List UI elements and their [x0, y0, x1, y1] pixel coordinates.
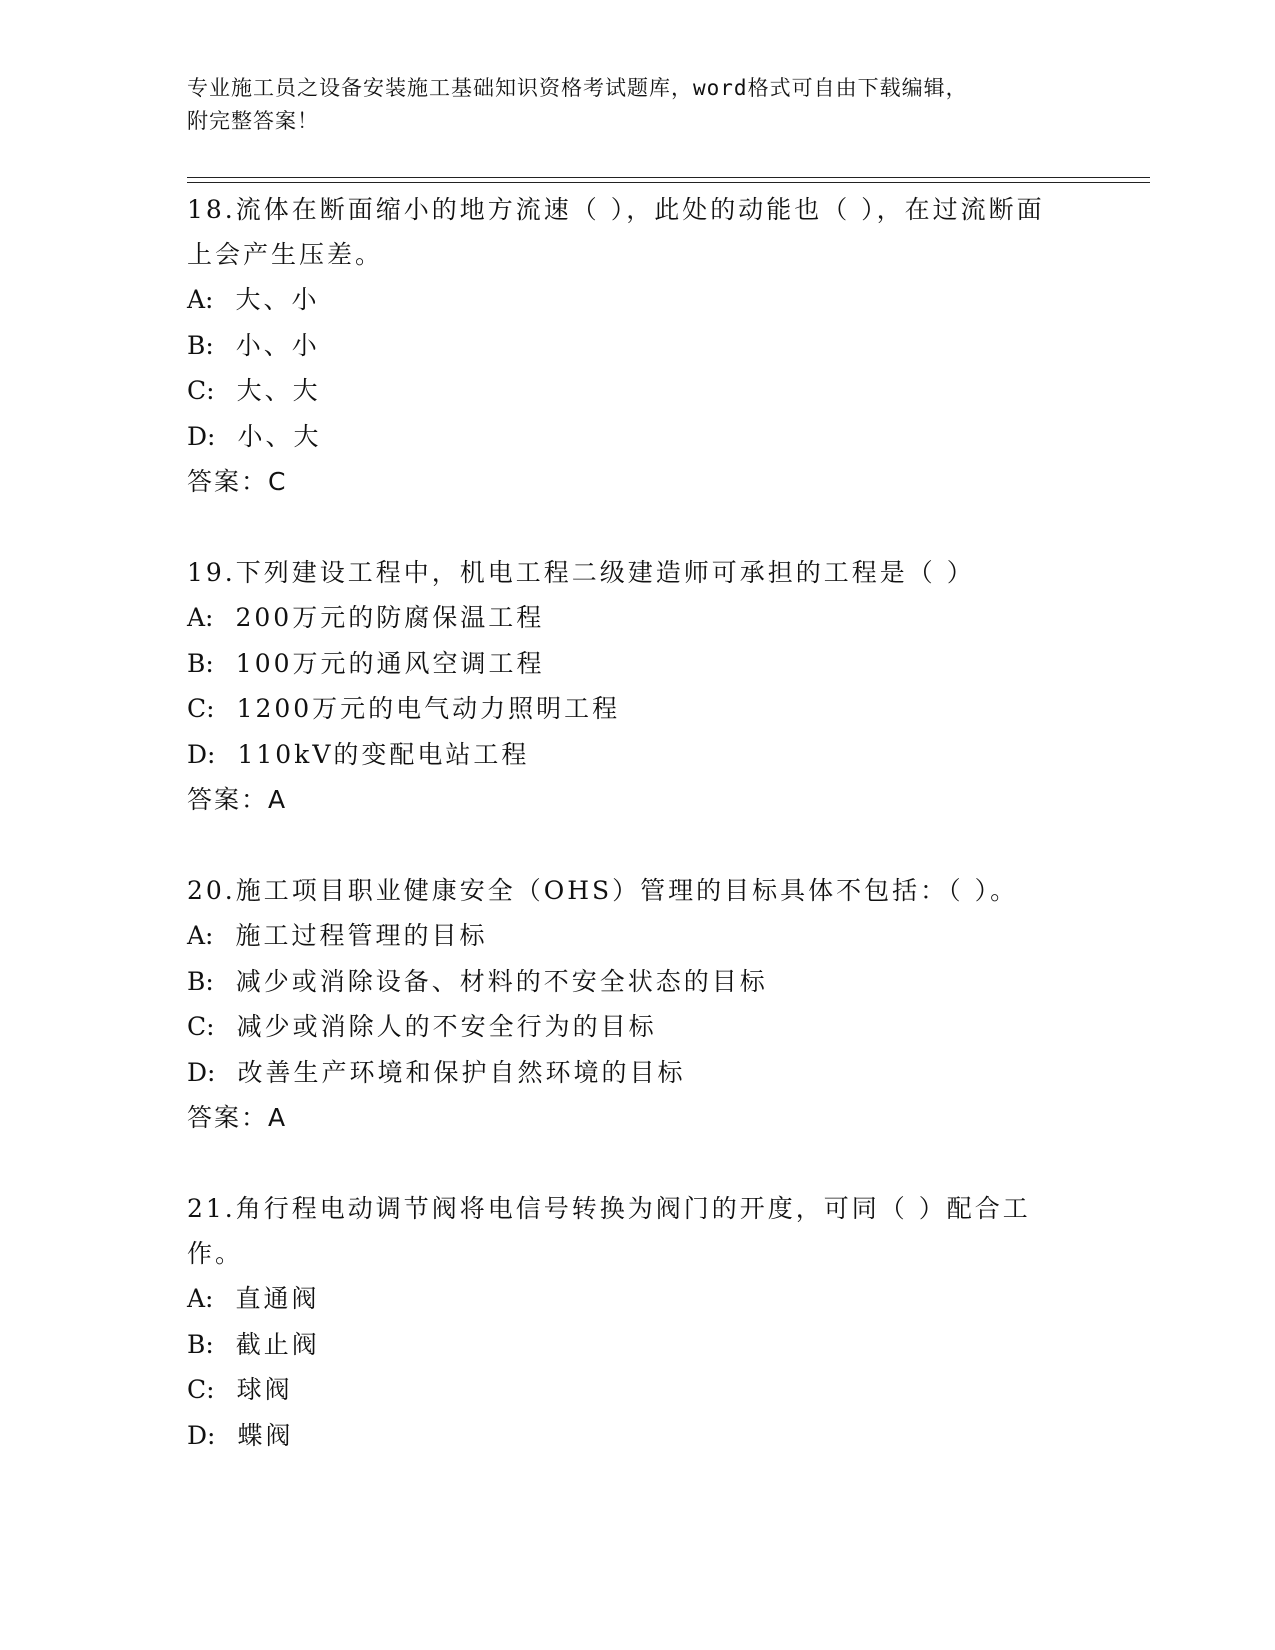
question-19 — [187, 550, 1087, 822]
option-text: 100万元的通风空调工程 — [235, 648, 545, 678]
header-line-2: 附完整答案！ — [187, 109, 319, 133]
option-letter: C: — [187, 1375, 215, 1404]
option-c — [187, 1004, 1087, 1050]
question-text: 21.角行程电动调节阀将电信号转换为阀门的开度，可同（ ）配合工作。 — [187, 1194, 1031, 1268]
option-text: 1200万元的电气动力照明工程 — [236, 694, 621, 723]
option-a — [187, 595, 1087, 641]
option-d — [187, 732, 1087, 778]
question-text: 19.下列建设工程中，机电工程二级建造师可承担的工程是（ ） — [187, 558, 975, 587]
option-b — [187, 959, 1087, 1005]
answer-line: 答案：A — [187, 1103, 288, 1132]
option-text: 110kV的变配电站工程 — [237, 739, 530, 769]
option-c — [187, 368, 1087, 414]
option-letter: D: — [187, 421, 216, 451]
option-text: 蝶阀 — [237, 1420, 294, 1450]
option-letter: C: — [187, 1012, 215, 1041]
header-divider-top — [187, 177, 1150, 178]
option-c — [187, 1367, 1087, 1413]
question-text: 18.流体在断面缩小的地方流速（ ），此处的动能也（ ），在过流断面上会产生压差。 — [187, 195, 1045, 269]
document-header — [187, 72, 1087, 138]
option-text: 小、大 — [237, 421, 322, 451]
option-a — [187, 277, 1087, 323]
option-letter: D: — [187, 1057, 216, 1087]
option-letter: B: — [187, 966, 214, 996]
option-text: 直通阀 — [235, 1284, 320, 1313]
option-d — [187, 1050, 1087, 1096]
option-letter: A: — [187, 921, 214, 950]
option-letter: B: — [187, 648, 214, 678]
option-text: 球阀 — [236, 1375, 293, 1404]
option-text: 减少或消除设备、材料的不安全状态的目标 — [235, 966, 768, 996]
option-letter: D: — [187, 1420, 216, 1450]
option-a — [187, 1276, 1087, 1322]
option-letter: D: — [187, 739, 216, 769]
option-c — [187, 686, 1087, 732]
question-text: 20.施工项目职业健康安全（OHS）管理的目标具体不包括：（ ）。 — [187, 876, 1019, 905]
question-21 — [187, 1186, 1087, 1458]
option-letter: A: — [187, 603, 214, 632]
option-d — [187, 414, 1087, 460]
option-b — [187, 641, 1087, 687]
option-letter: A: — [187, 285, 214, 314]
option-b — [187, 1322, 1087, 1368]
answer-line: 答案：A — [187, 785, 288, 814]
option-letter: B: — [187, 1329, 214, 1359]
header-divider-bottom — [187, 182, 1150, 183]
option-b — [187, 323, 1087, 369]
option-text: 施工过程管理的目标 — [235, 921, 488, 950]
option-text: 200万元的防腐保温工程 — [235, 603, 545, 632]
question-20 — [187, 868, 1087, 1140]
option-text: 减少或消除人的不安全行为的目标 — [236, 1012, 657, 1041]
option-text: 小、小 — [235, 330, 320, 360]
option-letter: A: — [187, 1284, 214, 1313]
option-d — [187, 1413, 1087, 1459]
option-text: 改善生产环境和保护自然环境的目标 — [237, 1057, 686, 1087]
option-letter: B: — [187, 330, 214, 360]
option-letter: C: — [187, 376, 215, 405]
option-text: 截止阀 — [235, 1329, 320, 1359]
option-text: 大、大 — [236, 376, 321, 405]
question-18 — [187, 187, 1087, 504]
option-text: 大、小 — [235, 285, 320, 314]
option-letter: C: — [187, 694, 215, 723]
header-line-1: 专业施工员之设备安装施工基础知识资格考试题库，word格式可自由下载编辑， — [187, 76, 968, 100]
option-a — [187, 913, 1087, 959]
answer-line: 答案：C — [187, 467, 288, 496]
